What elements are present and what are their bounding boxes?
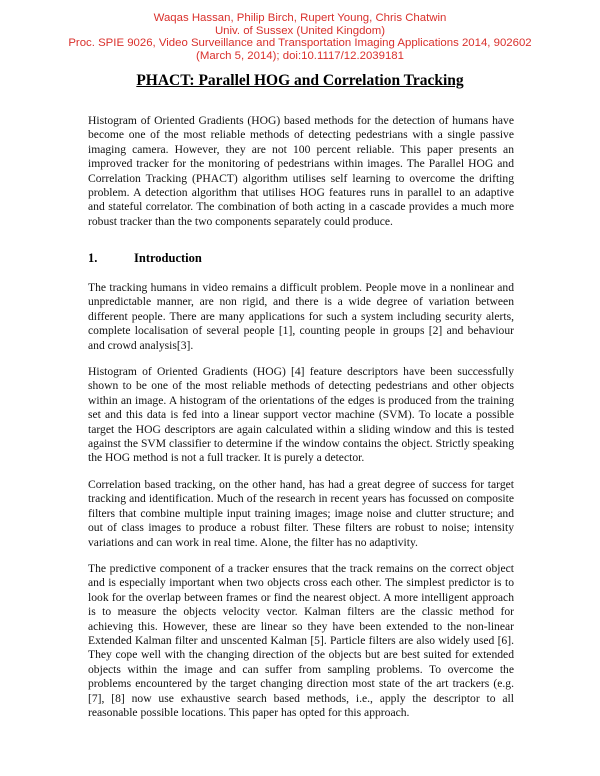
affiliation-line: Univ. of Sussex (United Kingdom) [214,24,386,37]
section-number: 1. [88,251,98,265]
body-paragraph: The predictive component of a tracker ensures that the track remains on the correct object and is especially important when two objects cross each other. The simplest predictor is to look for the overlap between frames or find the nearest object. A more intelligent approach is to measure the objects velocity vector. Kalman filters are the classic method for achieving this. However, these are linear so they have been extended to the non-linear Extended Kalman filter and unscented Kalman [5]. Particle filters are also widely used [6]. They cope well with the changing direction of the objects but are best suited for extended objects within the image and can suffer from sampling problems. To overcome the problems encountered by the target changing direction most state of the art trackers (e.g. [7], [8] now use exhaustive search based methods, i.e., apply the descriptor to all reasonable possible locations. This paper has opted for this approach. [88,561,514,719]
section-title: Introduction [134,251,202,265]
section-heading [88,251,202,266]
introduction-body [88,281,514,732]
body-paragraph: Correlation based tracking, on the other hand, has had a great degree of success for target tracking and identification. Much of the research in recent years has focussed on composite filters that combine multiple input training images; image noise and clutter structure; and out of class images to produce a robust filter. These filters are robust to noise; intensity variations and can work in real time. Alone, the filter has no adaptivity. [88,477,514,549]
citation-header [0,12,600,62]
abstract-paragraph: Histogram of Oriented Gradients (HOG) based methods for the detection of humans have become one of the most reliable methods of detecting pedestrians with a single passive imaging camera. However, they are not 100 percent reliable. This paper presents an improved tracker for the monitoring of pedestrians within images. The Parallel HOG and Correlation Tracking (PHACT) algorithm utilises self learning to overcome the drifting problem. A detection algorithm that utilises HOG features runs in parallel to an adaptive and stateful correlator. The combination of both acting in a cascade provides a much more robust tracker than the two components separately could produce. [88,114,514,228]
paper-title: PHACT: Parallel HOG and Correlation Tracking [136,72,464,89]
date-doi-line: (March 5, 2014); doi:10.1117/12.2039181 [196,49,404,62]
authors-line: Waqas Hassan, Philip Birch, Rupert Young, Chris Chatwin [153,12,447,24]
venue-line: Proc. SPIE 9026, Video Surveillance and Transportation Imaging Applications 2014, 902602 [68,37,532,50]
body-paragraph: The tracking humans in video remains a difficult problem. People move in a nonlinear and unpredictable manner, are non rigid, and there is a wide degree of variation between different people. There are many applications for such a system including security alerts, complete localisation of several people [1], counting people in groups [2] and behaviour and crowd analysis[3]. [88,281,514,352]
body-paragraph: Histogram of Oriented Gradients (HOG) [4] feature descriptors have been successfully shown to be one of the most reliable methods of detecting pedestrians and other objects within an image. A histogram of the orientations of the edges is produced from the training set and this data is fed into a linear support vector machine (SVM). To locate a possible target the HOG descriptors are again calculated within a sliding window and this is tested against the SVM classifier to determine if the window contains the object. Strictly speaking the HOG method is not a full tracker. It is purely a detector. [88,365,514,465]
